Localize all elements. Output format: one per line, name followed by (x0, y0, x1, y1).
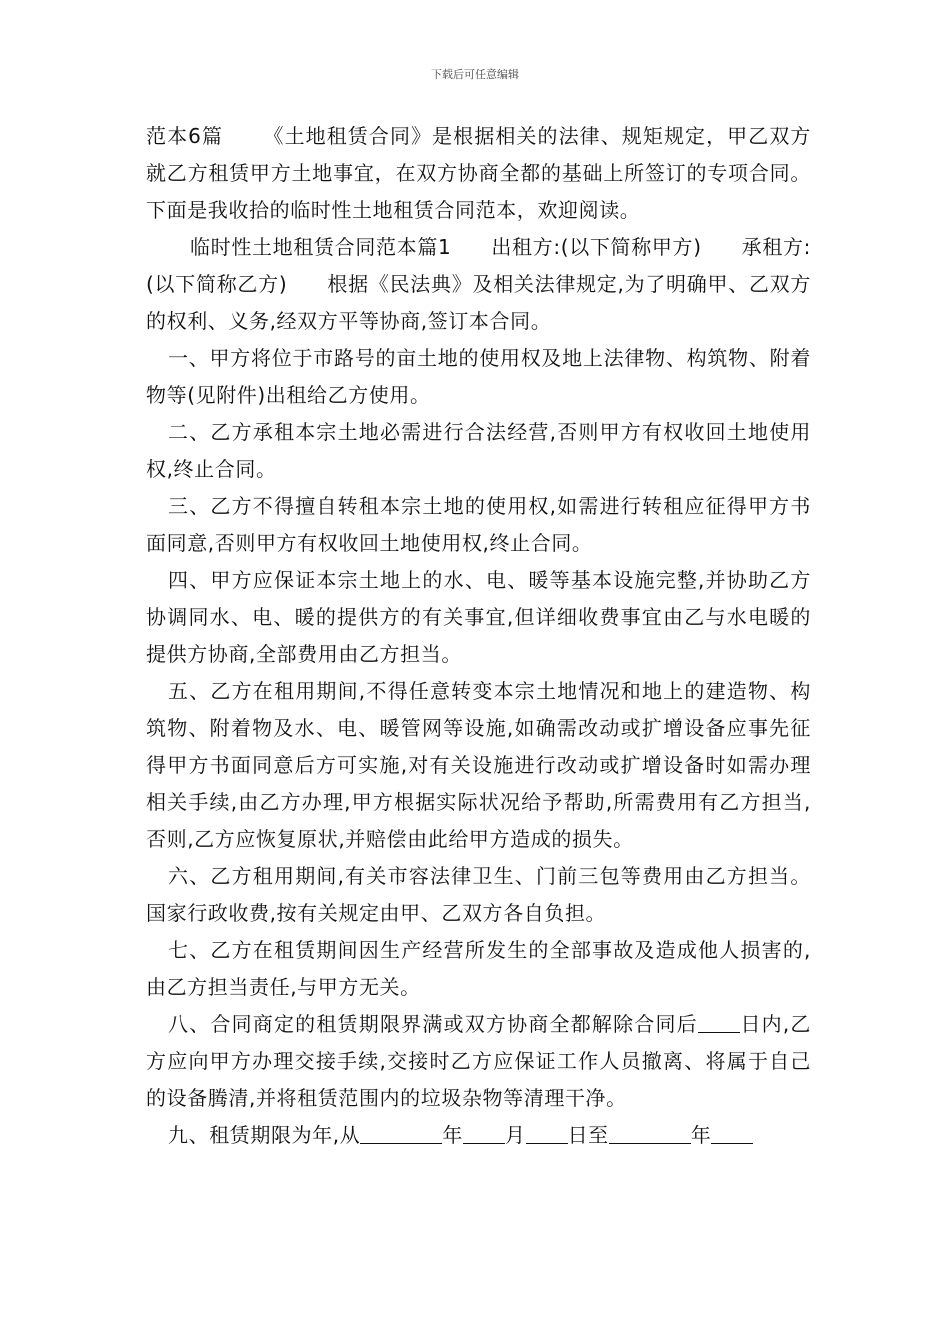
lessee-line: 承租方:(以下简称乙方) (146, 235, 812, 296)
blank-days (698, 1010, 740, 1033)
clause-8 (146, 1006, 811, 1117)
blank-start-year (360, 1121, 442, 1144)
document-body (146, 118, 811, 1154)
clause-9 (146, 1117, 811, 1154)
blank-end-month (711, 1121, 753, 1144)
blank-start-month (463, 1121, 505, 1144)
lessor-line: 出租方:(以下简称甲方) (491, 235, 702, 259)
blank-end-year (609, 1121, 691, 1144)
clause-8-text-b: 日内,乙方应向甲方办理交接手续,交接时乙方应保证工作人员撤离、将属于自己的设备腾清,并将租赁范围内的垃圾杂物等清理干净。 (146, 1012, 811, 1110)
intro-text: 《土地租赁合同》是根据相关的法律、规矩规定，甲乙双方就乙方租赁甲方土地事宜，在双方协商全都的基础上所签订的专项合同。下面是我收拾的临时性土地租赁合同范本，欢迎阅读。 (146, 124, 811, 222)
month-label: 月 (504, 1123, 526, 1147)
contract-title: 临时性土地租赁合同范本篇1 (190, 235, 452, 259)
blank-start-day (526, 1121, 568, 1144)
year-label: 年 (442, 1123, 463, 1147)
clause-5: 五、乙方在租用期间,不得任意转变本宗土地情况和地上的建造物、构筑物、附着物及水、电、暖管网等设施,如确需改动或扩增设备应事先征得甲方书面同意后方可实施,对有关设施进行改动或扩增设备时如需办理相关手续,由乙方办理,甲方根据实际状况给予帮助,所需费用有乙方担当,否则,乙方应恢复原状,并赔偿由此给甲方造成的损失。 (146, 679, 811, 851)
clause-2: 二、乙方承租本宗土地必需进行合法经营,否则甲方有权收回土地使用权,终止合同。 (146, 420, 811, 481)
clause-8-text-a: 八、合同商定的租赁期限界满或双方协商全都解除合同后 (168, 1012, 698, 1036)
clause-1: 一、甲方将位于市路号的亩土地的使用权及地上法律物、构筑物、附着物等(见附件)出租给乙方使用。 (146, 346, 811, 407)
clause-6: 六、乙方租用期间,有关市容法律卫生、门前三包等费用由乙方担当。国家行政收费,按有关规定由甲、乙双方各自负担。 (146, 864, 811, 925)
end-year-label: 年 (690, 1123, 712, 1147)
intro-paragraph (146, 118, 811, 229)
clause-9-text: 九、租赁期限为年,从 (168, 1123, 361, 1147)
clause-7: 七、乙方在租赁期间因生产经营所发生的全部事故及造成他人损害的,由乙方担当责任,与甲方无关。 (146, 938, 811, 999)
day-to-label: 日至 (567, 1123, 609, 1147)
page-header: 下载后可任意编辑 (431, 68, 519, 81)
intro-heading: 范本6篇 (146, 124, 224, 148)
contract-parties-paragraph (146, 229, 811, 340)
clause-3: 三、乙方不得擅自转租本宗土地的使用权,如需进行转租应征得甲方书面同意,否则甲方有权收回土地使用权,终止合同。 (146, 494, 811, 555)
preamble-text: 根据《民法典》及相关法律规定,为了明确甲、乙双方的权利、义务,经双方平等协商,签订本合同。 (146, 272, 812, 333)
clause-4: 四、甲方应保证本宗土地上的水、电、暖等基本设施完整,并协助乙方协调同水、电、暖的提供方的有关事宜,但详细收费事宜由乙与水电暖的提供方协商,全部费用由乙方担当。 (146, 568, 811, 666)
